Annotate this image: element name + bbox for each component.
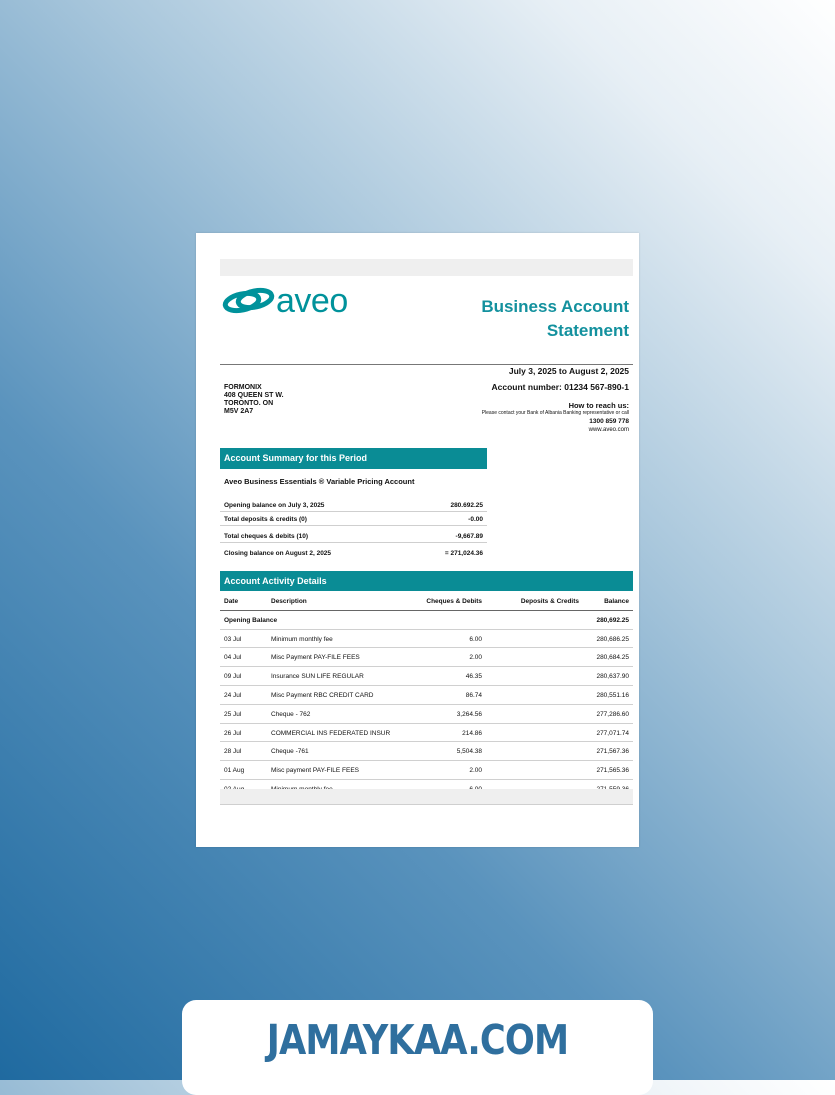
opening-balance-row: [220, 611, 633, 630]
row-balance: 280,637.90: [596, 673, 629, 681]
logo-text: aveo: [276, 282, 348, 320]
transaction-rows: [220, 630, 633, 799]
row-description: Cheque - 762: [271, 710, 311, 718]
row-balance: 271,565.36: [596, 767, 629, 775]
summary-row: [220, 498, 487, 512]
row-balance: 280,551.16: [596, 691, 629, 699]
table-header-row: [220, 592, 633, 611]
table-row: [220, 667, 633, 686]
summary-label: Total deposits & credits (0): [224, 516, 307, 523]
row-date: 09 Jul: [224, 673, 242, 681]
column-debits: Cheques & Debits: [426, 598, 482, 605]
row-balance: 280,684.25: [596, 654, 629, 662]
row-balance: 271,567.36: [596, 748, 629, 756]
row-debit: 46.35: [465, 673, 482, 681]
statement-document: [196, 233, 639, 847]
address-line: 408 QUEEN ST W.: [224, 392, 284, 399]
aveo-logo: [222, 281, 372, 321]
contact-note: Please contact your Bank of Albania Banking representative or call: [481, 410, 629, 416]
row-description: Misc Payment PAY-FILE FEES: [271, 654, 360, 662]
row-debit: 6.00: [469, 635, 482, 643]
header-divider: [220, 364, 633, 365]
summary-label: Opening balance on July 3, 2025: [224, 502, 325, 509]
watermark-banner: [182, 1000, 653, 1095]
row-description: Misc payment PAY-FILE FEES: [271, 767, 360, 775]
summary-value: -0.00: [468, 516, 483, 523]
table-row: [220, 686, 633, 705]
account-type: Aveo Business Essentials ® Variable Pricing Account: [224, 477, 415, 486]
row-balance: 277,071.74: [596, 729, 629, 737]
row-debit: 5,504.38: [456, 748, 482, 756]
row-description: Minimum monthly fee: [271, 635, 333, 643]
opening-label: Opening Balance: [224, 616, 278, 624]
summary-value: -9,667.89: [455, 533, 483, 540]
table-row: [220, 724, 633, 743]
table-row: [220, 648, 633, 667]
row-date: 25 Jul: [224, 710, 242, 718]
top-gray-bar: [220, 259, 633, 276]
row-debit: 214.86: [462, 729, 482, 737]
row-date: 24 Jul: [224, 691, 242, 699]
customer-address: [224, 384, 284, 416]
summary-row: [220, 526, 487, 543]
opening-balance: 280,692.25: [596, 616, 629, 624]
column-date: Date: [224, 598, 239, 605]
summary-row: [220, 543, 487, 559]
address-line: FORMONIX: [224, 384, 262, 391]
statement-period: July 3, 2025 to August 2, 2025: [508, 366, 629, 376]
column-credits: Deposits & Credits: [520, 598, 579, 605]
summary-label: Closing balance on August 2, 2025: [224, 550, 332, 557]
row-debit: 86.74: [465, 691, 482, 699]
row-date: 26 Jul: [224, 729, 242, 737]
contact-website[interactable]: www.aveo.com: [588, 427, 629, 433]
row-date: 01 Aug: [224, 767, 245, 775]
table-row: [220, 630, 633, 649]
bottom-gray-bar: [220, 789, 633, 805]
table-row: [220, 705, 633, 724]
row-balance: 280,686.25: [596, 635, 629, 643]
contact-phone: 1300 859 778: [589, 418, 629, 425]
title-line-2: Statement: [546, 321, 629, 340]
watermark-text: JAMAYKAA.COM: [266, 1016, 569, 1064]
row-description: Insurance SUN LIFE REGULAR: [271, 673, 364, 681]
table-row: [220, 761, 633, 780]
summary-value: 280.692.25: [450, 502, 483, 509]
summary-table: [220, 498, 487, 559]
row-description: COMMERCIAL INS FEDERATED INSUR: [271, 729, 391, 737]
row-date: 03 Jul: [224, 635, 242, 643]
aveo-swirl-logo-icon: [222, 285, 276, 319]
summary-label: Total cheques & debits (10): [224, 533, 309, 540]
row-date: 04 Jul: [224, 654, 242, 662]
summary-header: Account Summary for this Period: [220, 448, 487, 469]
row-debit: 2.00: [469, 654, 482, 662]
row-date: 28 Jul: [224, 748, 242, 756]
contact-heading: How to reach us:: [568, 401, 629, 410]
address-line: TORONTO. ON: [224, 400, 274, 407]
address-line: M5V 2A7: [224, 408, 254, 415]
column-description: Description: [271, 598, 307, 605]
summary-value: = 271,024.36: [444, 550, 483, 557]
row-balance: 277,286.60: [596, 710, 629, 718]
activity-table: [220, 592, 633, 799]
row-description: Cheque -761: [271, 748, 309, 756]
row-debit: 2.00: [469, 767, 482, 775]
summary-row: [220, 512, 487, 526]
row-debit: 3,264.56: [456, 710, 482, 718]
account-number: Account number: 01234 567-890-1: [491, 382, 629, 392]
activity-header: Account Activity Details: [220, 571, 633, 591]
title-line-1: Business Account: [481, 297, 629, 316]
row-description: Misc Payment RBC CREDIT CARD: [271, 691, 374, 699]
table-row: [220, 742, 633, 761]
statement-title: [409, 295, 629, 343]
column-balance: Balance: [604, 598, 629, 605]
